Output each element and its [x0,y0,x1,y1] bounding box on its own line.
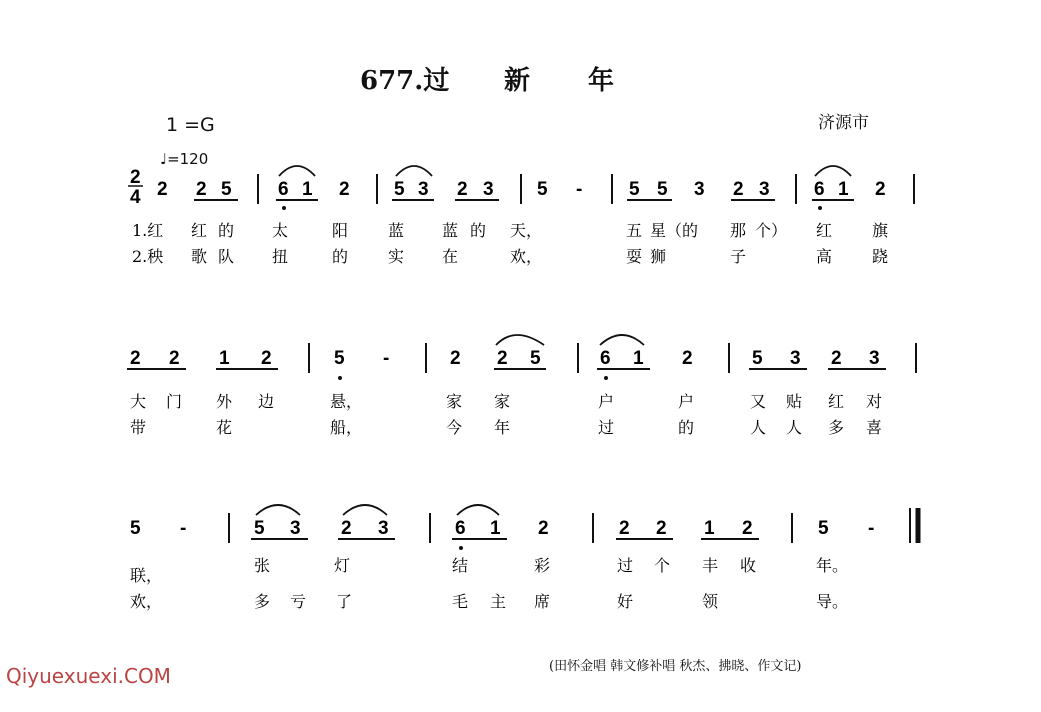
slur [457,505,499,515]
lyric: 多 [254,592,271,611]
note: 6 [455,518,466,539]
lyric: 席 [534,592,551,611]
lyric: 花 [216,418,233,437]
lyric: 户 [678,392,695,411]
note: 2 [196,179,207,200]
note: 1 [633,348,644,369]
lyric: 在 [442,247,459,266]
score-line-1 [132,166,914,266]
note: 5 [537,179,548,200]
note: 2 [169,348,180,369]
lyric: 高 [816,247,833,266]
slur [600,335,644,345]
region-label: 济源市 [818,113,869,133]
lyric: 家 [494,392,511,411]
lyric: 的 [332,247,349,266]
note: 3 [790,348,801,369]
note: 5 [254,518,265,539]
note: 2 [733,179,744,200]
lyric: 贴 [786,392,803,411]
octave-dot [818,206,822,210]
lyric: 五 [626,221,643,240]
note: 2 [831,348,842,369]
lyric: 亏 [290,592,307,611]
lyric: 户 [598,392,615,411]
slur [279,166,315,176]
time-signature-top: 2 [130,167,141,188]
lyric: 彩 [534,556,551,575]
note: 3 [418,179,429,200]
lyric: 个 [654,556,671,575]
note: 2 [656,518,667,539]
dash: - [180,518,187,539]
note: 3 [694,179,705,200]
note: 6 [278,179,289,200]
note: 2 [538,518,549,539]
dash: - [576,179,583,200]
lyric: 带 [130,418,147,437]
watermark: Qiyuexuexi.COM [6,664,171,688]
lyric: 年。 [816,556,849,575]
lyric: 的 [470,221,487,240]
score-line-3 [130,505,918,611]
slur [496,335,544,345]
lyric: 家 [446,392,463,411]
lyric: 联， [130,566,163,585]
title-number-and-first: 677.过 [360,66,450,96]
dash: - [383,348,390,369]
lyric: 队 [218,247,235,266]
note: 2 [619,518,630,539]
lyric: 喜 [866,418,883,437]
note: 2 [450,348,461,369]
lyric: 太 [272,221,289,240]
note: 3 [483,179,494,200]
lyric: 旗 [872,221,889,240]
lyric: 欢， [510,247,543,266]
octave-dot [338,376,342,380]
lyric: 那 [730,221,747,240]
note: 5 [394,179,405,200]
note: 5 [530,348,541,369]
note: 5 [130,518,141,539]
note: 1 [704,518,715,539]
lyric: 大 [130,392,147,411]
note: 6 [600,348,611,369]
octave-dot [282,206,286,210]
lyric: 红 [816,221,833,240]
note: 3 [759,179,770,200]
lyric: 过 [617,556,634,575]
lyric: 好 [617,592,634,611]
note: 3 [869,348,880,369]
note: 5 [818,518,829,539]
note: 2 [339,179,350,200]
lyric: 领 [702,592,719,611]
lyric: 蓝 [442,221,459,240]
lyric: 门 [166,392,183,411]
lyric: 收 [740,556,757,575]
lyric: 狮 [650,247,667,266]
note: 2 [682,348,693,369]
note: 5 [334,348,345,369]
lyric: 丰 [702,556,719,575]
lyric: 张 [254,556,271,575]
note: 2 [875,179,886,200]
lyric: 船， [330,418,363,437]
slur [256,505,300,515]
dash: - [868,518,875,539]
lyric: 红 [828,392,845,411]
lyric: 了 [336,592,353,611]
lyric: 实 [388,247,405,266]
lyric: 导。 [816,592,849,611]
tempo-marking: ♩=120 [160,150,209,168]
note: 2 [261,348,272,369]
lyric: 人 [786,418,803,437]
lyric: 2.秧 [132,247,164,266]
lyric: 红 [191,221,208,240]
key-signature: 1 =G [166,114,215,136]
lyric: 个） [755,221,788,240]
lyric: 又 [750,392,767,411]
note: 5 [657,179,668,200]
note: 3 [378,518,389,539]
note: 1 [838,179,849,200]
note: 2 [742,518,753,539]
lyric: 过 [598,418,615,437]
note: 6 [814,179,825,200]
lyric: 的 [218,221,235,240]
note: 5 [752,348,763,369]
note: 2 [341,518,352,539]
octave-dot [459,546,463,550]
lyric: 主 [490,592,507,611]
lyric: 耍 [626,247,643,266]
slur [343,505,387,515]
lyric: 结 [452,556,469,575]
title-third-char: 年 [588,66,615,96]
lyric: 悬， [330,392,363,411]
octave-dot [604,376,608,380]
lyric: 子 [730,247,747,266]
title-second-char: 新 [504,66,531,96]
lyric: 对 [866,392,883,411]
lyric: 年 [494,418,511,437]
note: 5 [221,179,232,200]
lyric: 星（的 [650,221,699,240]
note: 2 [130,348,141,369]
lyric: 1.红 [132,221,164,240]
lyric: 阳 [332,221,349,240]
lyric: 今 [446,418,463,437]
note: 2 [157,179,168,200]
note: 2 [457,179,468,200]
lyric: 天， [510,221,543,240]
slur [396,166,432,176]
lyric: 的 [678,418,695,437]
lyric: 跷 [872,247,889,266]
lyric: 灯 [334,556,351,575]
note: 2 [497,348,508,369]
lyric: 蓝 [388,221,405,240]
lyric: 多 [828,418,845,437]
lyric: 欢， [130,592,163,611]
lyric: 人 [750,418,767,437]
note: 1 [302,179,313,200]
lyric: 外 [216,392,233,411]
slur [815,166,851,176]
time-signature-bottom: 4 [130,187,141,208]
lyric: 边 [258,392,275,411]
lyric: 歌 [191,247,208,266]
note: 3 [290,518,301,539]
note: 5 [629,179,640,200]
credits-line: (田怀金唱 韩文修补唱 秋杰、拂晓、作文记) [549,659,802,674]
note: 1 [219,348,230,369]
lyric: 毛 [452,592,469,611]
lyric: 扭 [272,247,289,266]
score-line-2 [127,335,916,437]
note: 1 [490,518,501,539]
